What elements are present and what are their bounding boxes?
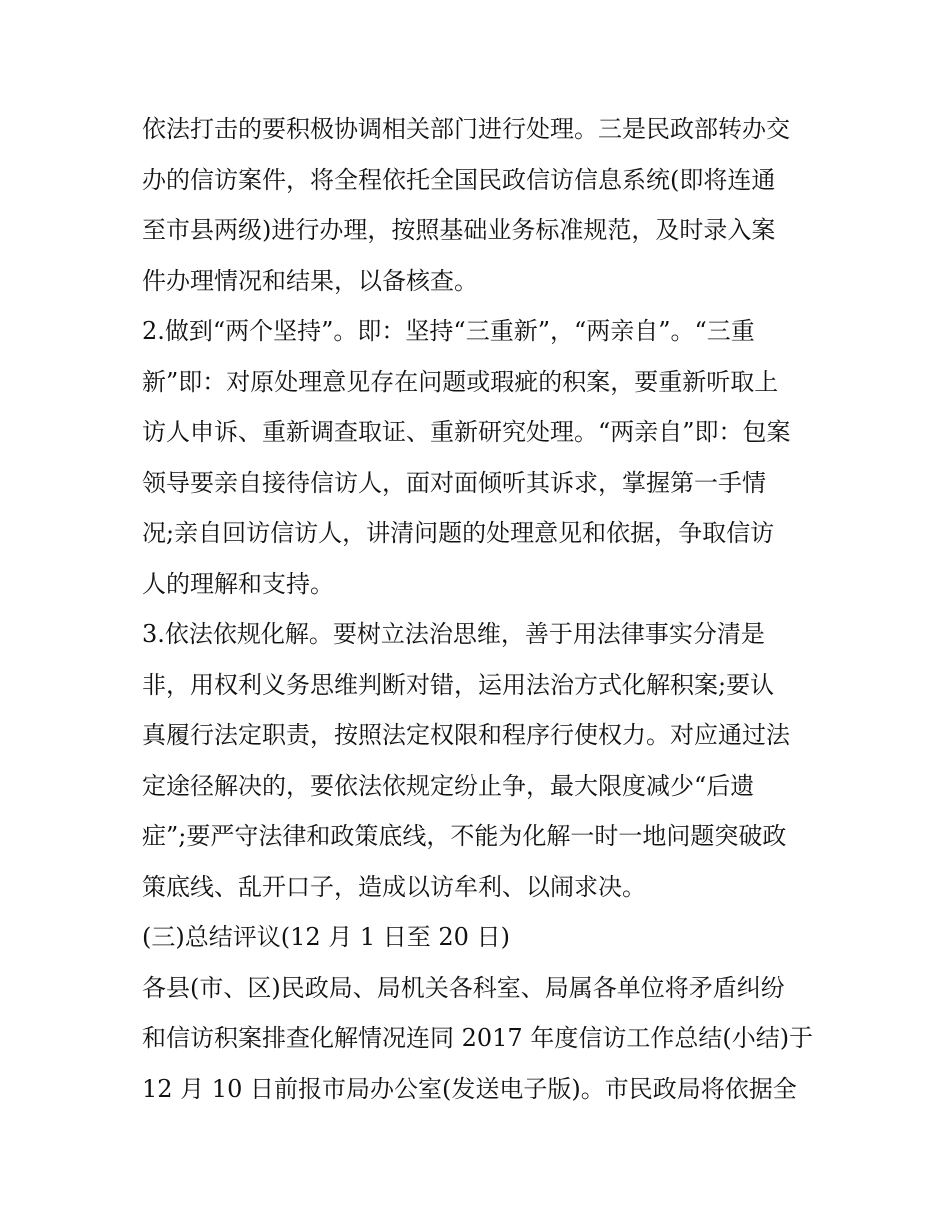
text-line: 件办理情况和结果，以备核查。	[142, 266, 478, 295]
body-text	[142, 104, 832, 1114]
text-line: 依法打击的要积极协调相关部门进行处理。三是民政部转办交	[142, 115, 790, 143]
text-line: 访人申诉、重新调查取证、重新研究处理。“两亲自”即：包案	[142, 418, 791, 446]
text-line: 真履行法定职责，按照法定权限和程序行使权力。对应通过法	[142, 721, 790, 749]
text-line: 况;亲自回访信访人，讲清问题的处理意见和依据，争取信访	[142, 519, 775, 547]
text-line: 12 月 10 日前报市局办公室(发送电子版)。市民政局将依据全	[142, 1074, 797, 1103]
section-heading: (三)总结评议(12 月 1 日至 20 日)	[142, 923, 510, 951]
text-line: 各县(市、区)民政局、局机关各科室、局属各单位将矛盾纠纷	[142, 973, 785, 1002]
text-line: 症”;要严守法律和政策底线，不能为化解一时一地问题突破政	[142, 822, 787, 850]
text-line: 办的信访案件，将全程依托全国民政信访信息系统(即将连通	[142, 165, 776, 194]
item-3-heading-line: 3.依法依规化解。要树立法治思维，善于用法律事实分清是	[142, 620, 765, 648]
text-line: 和信访积案排查化解情况连同 2017 年度信访工作总结(小结)于	[142, 1024, 814, 1052]
text-line: 领导要亲自接待信访人，面对面倾听其诉求，掌握第一手情	[142, 468, 766, 497]
text-line: 策底线、乱开口子，造成以访牟利、以闹求决。	[142, 872, 646, 901]
item-2-heading-line: 2.做到“两个坚持”。即：坚持“三重新”，“两亲自”。“三重	[142, 317, 755, 345]
text-line: 新”即：对原处理意见存在问题或瑕疵的积案，要重新听取上	[142, 367, 779, 396]
text-line: 至市县两级)进行办理，按照基础业务标准规范，及时录入案	[142, 216, 776, 244]
text-line: 定途径解决的，要依法依规定纷止争，最大限度减少“后遗	[142, 771, 755, 800]
text-line: 非，用权利义务思维判断对错，运用法治方式化解积案;要认	[142, 670, 775, 699]
text-line: 人的理解和支持。	[142, 569, 334, 598]
